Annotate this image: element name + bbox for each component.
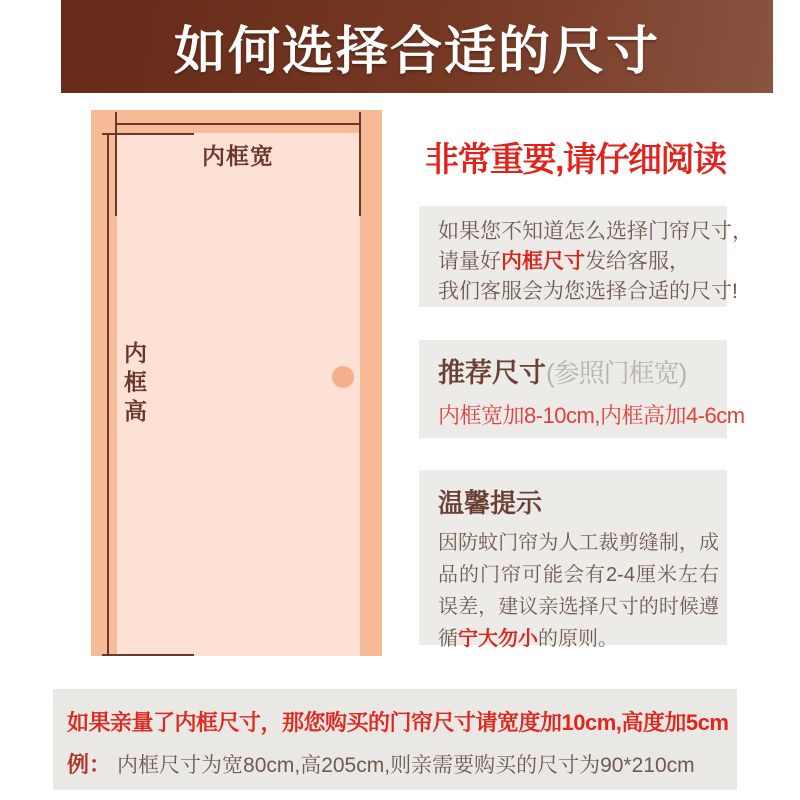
tips-body-pre: 因防蚊门帘为人工裁剪缝制，成品的门帘可能会有2-4厘米左右误差，建议亲选择尺寸的时候遵循 xyxy=(438,532,719,650)
recommend-body: 内框宽加8-10cm,内框高加4-6cm xyxy=(438,403,745,428)
info-line-2-pre: 请量好 xyxy=(438,250,501,273)
height-dimension-tick-top xyxy=(102,133,194,135)
width-dimension-tick-left xyxy=(115,112,117,216)
info-line-2 xyxy=(438,247,717,277)
info-line-2-post: 发给客服， xyxy=(585,250,690,273)
footer-rule-line: 如果亲量了内框尺寸，那您购买的门帘尺寸请宽度加10cm,高度加5cm xyxy=(67,710,729,735)
recommend-box xyxy=(419,340,745,438)
tips-body xyxy=(438,527,719,655)
width-dimension-tick-right xyxy=(359,112,361,216)
inner-frame-height-label: 内框高 xyxy=(121,341,147,428)
info-line-3: 我们客服会为您选择合适的尺寸! xyxy=(438,280,738,303)
height-dimension-line xyxy=(107,133,109,656)
footer-example-text: 内框尺寸为宽80cm,高205cm,则亲需要购买的尺寸为90*210cm xyxy=(117,754,695,777)
info-line-1: 如果您不知道怎么选择门帘尺寸， xyxy=(438,220,753,243)
height-dimension-tick-bottom xyxy=(102,654,194,656)
footer-example-label: 例： xyxy=(67,752,112,777)
footer-example-line xyxy=(67,748,737,779)
important-headline: 非常重要,请仔细阅读 xyxy=(425,141,726,179)
page-title: 如何选择合适的尺寸 xyxy=(173,23,660,81)
tips-body-post: 的原则。 xyxy=(538,628,618,650)
header-banner xyxy=(61,0,773,93)
tips-body-highlight: 宁大勿小 xyxy=(458,628,538,650)
door-panel xyxy=(117,133,360,656)
recommend-title: 推荐尺寸 xyxy=(438,358,546,388)
footer-note xyxy=(53,689,737,790)
door-knob-icon xyxy=(332,366,354,388)
info-line-2-highlight: 内框尺寸 xyxy=(501,250,585,273)
recommend-title-row xyxy=(438,351,717,390)
tips-box xyxy=(419,470,727,650)
width-dimension-line xyxy=(115,123,361,125)
tips-title: 温馨提示 xyxy=(438,488,543,518)
inner-frame-width-label: 内框宽 xyxy=(202,143,274,169)
recommend-title-note: (参照门框宽) xyxy=(546,358,687,388)
info-box xyxy=(419,206,753,307)
